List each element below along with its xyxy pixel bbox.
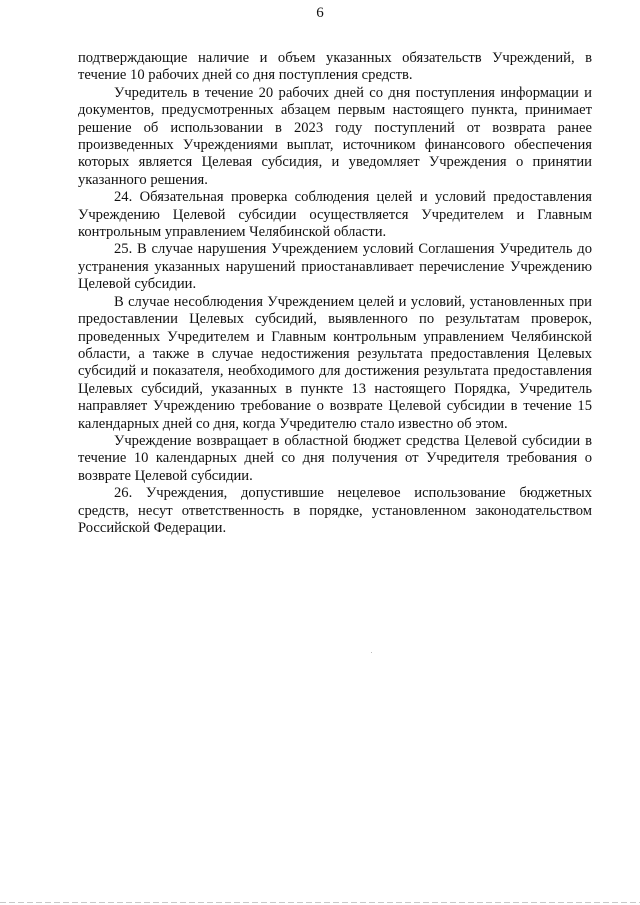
paragraph-continuation: подтверждающие наличие и объем указанных обязательств Учреждений, в течение 10 рабочих дней со дня поступления средств. — [78, 50, 592, 84]
paragraph-item-26: 26. Учреждения, допустившие нецелевое использование бюджетных средств, несут ответственность в порядке, установленном законодательством Российской Федерации. — [78, 485, 592, 536]
page-number: 6 — [316, 5, 324, 21]
paragraph-founder-decision: Учредитель в течение 20 рабочих дней со дня поступления информации и документов, предусмотренных абзацем первым настоящего пункта, принимает решение об использовании в 2023 году поступлений от возврата ранее произведенных Учреждениями выплат, источником финансового обеспечения которых является Целевая субсидия, и уведомляет Учреждения о принятии указанного решения. — [78, 84, 592, 188]
scan-artifact-dot — [371, 652, 372, 653]
paragraph-noncompliance: В случае несоблюдения Учреждением целей и условий, установленных при предоставлении Целевых субсидий, выявленного по результатам проверок, проведенных Учредителем и Главным контрольным управлением Челябинской области, а также в случае недостижения результата предоставления Целевых субсидий и показателя, необходимого для достижения результата предоставления Целевых субсидий, указанных в пункте 13 настоящего Порядка, Учредитель направляет Учреждению требование о возврате Целевой субсидии в течение 15 календарных дней со дня, когда Учредителю стало известно об этом. — [78, 293, 592, 432]
scan-bottom-edge — [0, 902, 640, 903]
paragraph-refund: Учреждение возвращает в областной бюджет средства Целевой субсидии в течение 10 календарных дней со дня получения от Учредителя требования о возврате Целевой субсидии. — [78, 432, 592, 484]
paragraph-item-24: 24. Обязательная проверка соблюдения целей и условий предоставления Учреждению Целевой субсидии осуществляется Учредителем и Главным контрольным управлением Челябинской области. — [78, 189, 592, 241]
document-body — [78, 50, 592, 537]
paragraph-item-25: 25. В случае нарушения Учреждением условий Соглашения Учредитель до устранения указанных нарушений приостанавливает перечисление Учреждению Целевой субсидии. — [78, 241, 592, 293]
